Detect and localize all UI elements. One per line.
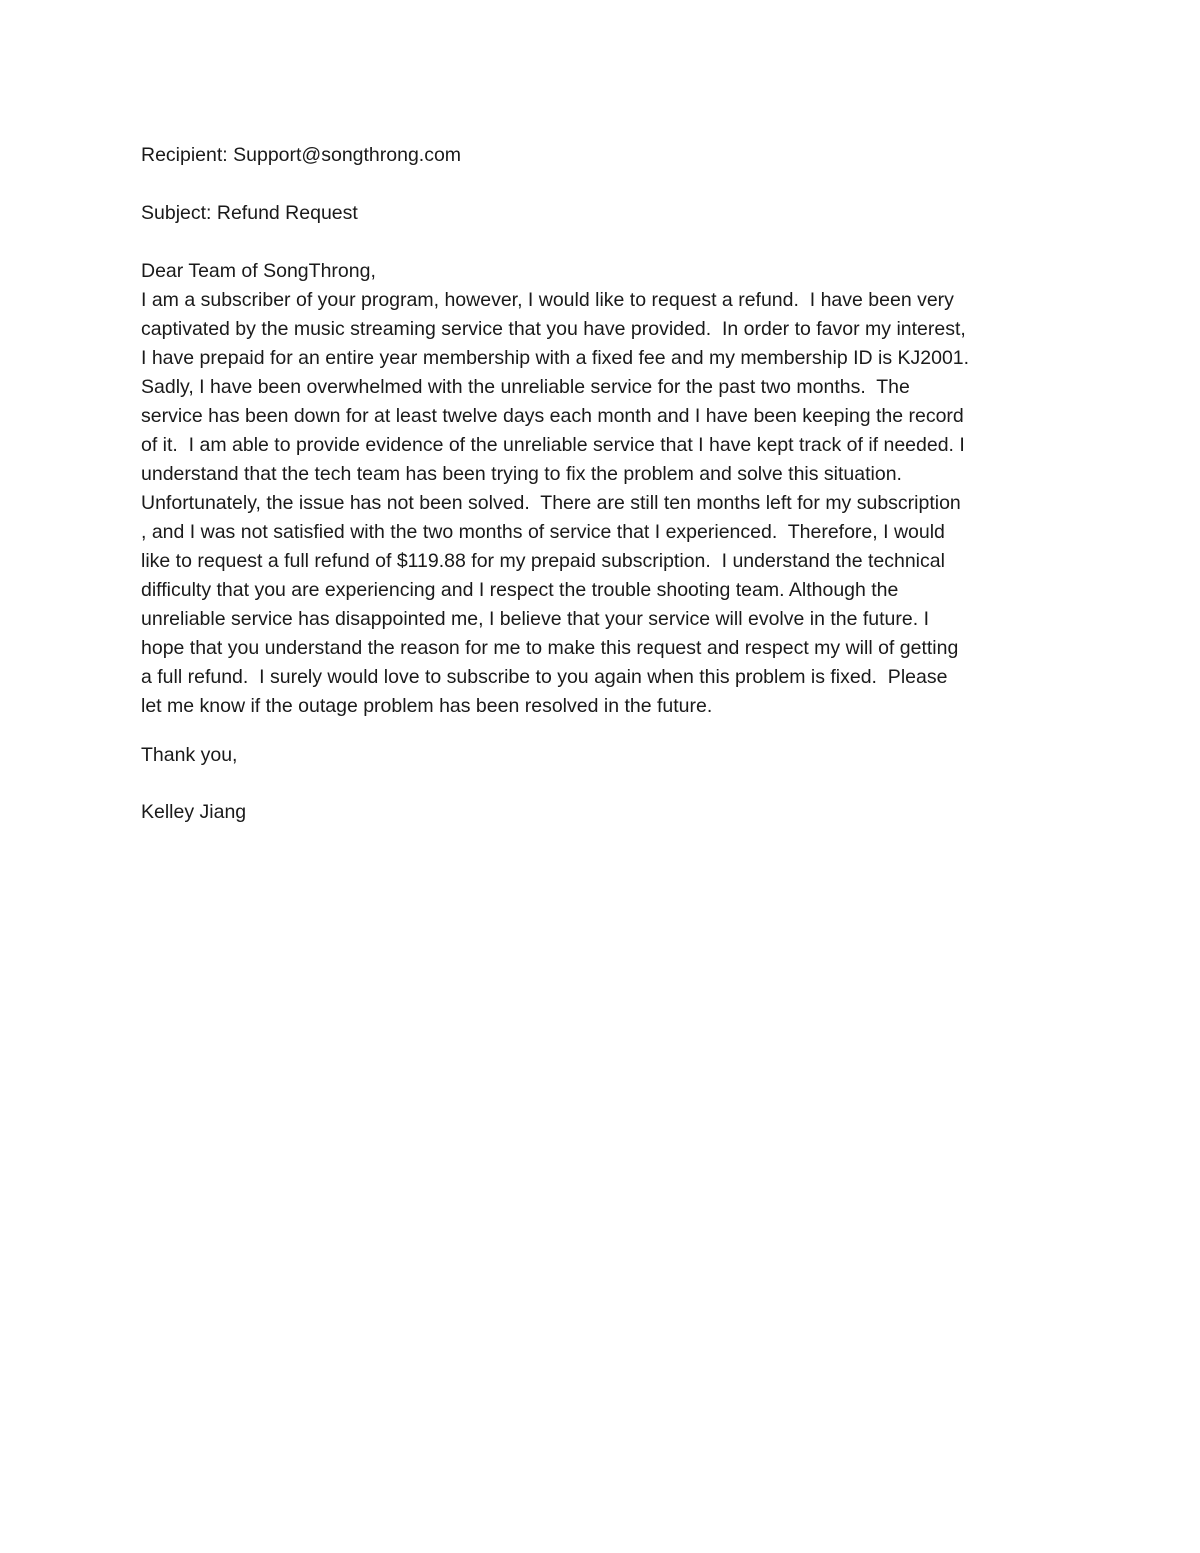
body-line: difficulty that you are experiencing and I respect the trouble shooting team. Although the <box>141 579 899 601</box>
signature-name: Kelley Jiang <box>141 801 247 823</box>
body-line: Unfortunately, the issue has not been solved. There are still ten months left for my subscription <box>141 492 961 514</box>
subject-line: Subject: Refund Request <box>141 202 358 224</box>
body-line: like to request a full refund of $119.88 for my prepaid subscription. I understand the technical <box>141 550 945 572</box>
body-line: of it. I am able to provide evidence of the unreliable service that I have kept track of if needed. I <box>141 434 965 456</box>
body-line: I am a subscriber of your program, however, I would like to request a refund. I have been very <box>141 289 954 311</box>
body-line: I have prepaid for an entire year membership with a fixed fee and my membership ID is KJ2001. <box>141 347 970 369</box>
closing-line: Thank you, <box>141 744 238 766</box>
body-line: captivated by the music streaming service that you have provided. In order to favor my interest, <box>141 318 966 340</box>
body-line: unreliable service has disappointed me, I believe that your service will evolve in the future. I <box>141 608 929 630</box>
body-line: service has been down for at least twelve days each month and I have been keeping the record <box>141 405 964 427</box>
body-line: understand that the tech team has been trying to fix the problem and solve this situation. <box>141 463 902 485</box>
body-line: , and I was not satisfied with the two months of service that I experienced. Therefore, I would <box>141 521 945 543</box>
greeting: Dear Team of SongThrong, <box>141 260 376 282</box>
recipient-line: Recipient: Support@songthrong.com <box>141 144 462 166</box>
body-line: hope that you understand the reason for me to make this request and respect my will of getting <box>141 637 959 659</box>
body-line: Sadly, I have been overwhelmed with the unreliable service for the past two months. The <box>141 376 910 398</box>
letter-body <box>141 286 1091 721</box>
body-line: a full refund. I surely would love to subscribe to you again when this problem is fixed. Please <box>141 666 948 688</box>
body-line: let me know if the outage problem has been resolved in the future. <box>141 695 713 717</box>
